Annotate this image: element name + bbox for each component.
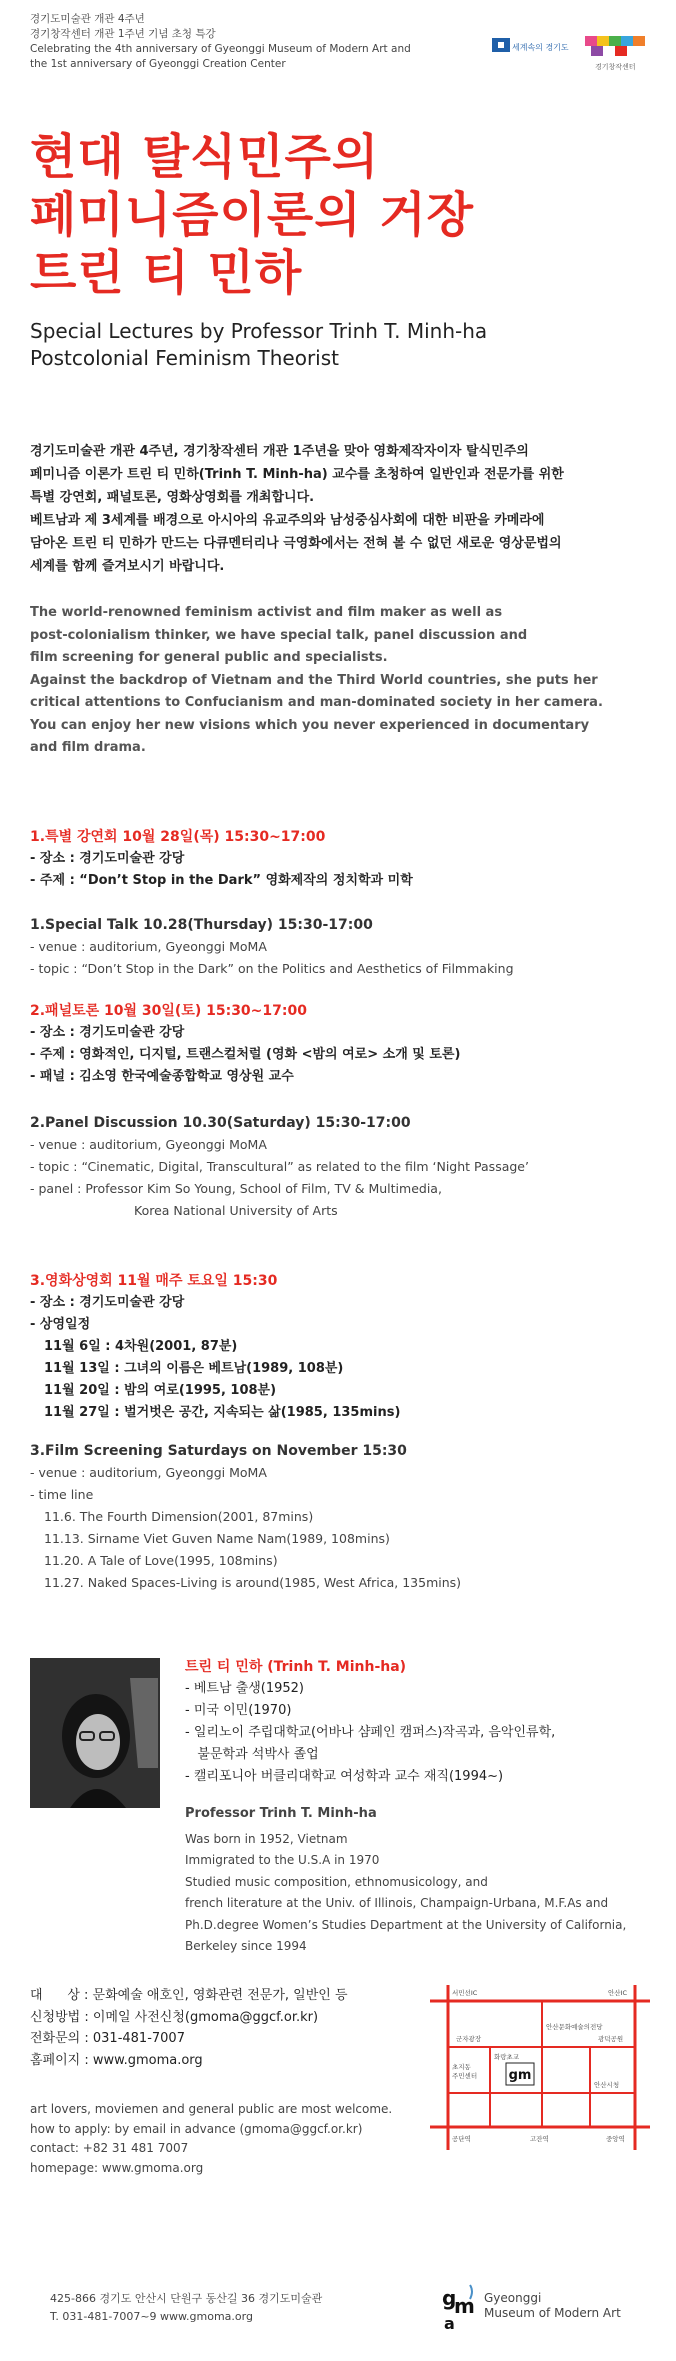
subtitle-line: Postcolonial Feminism Theorist [30, 346, 339, 370]
svg-text:a: a [444, 2314, 455, 2331]
bio-line: Studied music composition, ethnomusicology, and [185, 1874, 488, 1889]
info-line: homepage: www.gmoma.org [30, 2160, 204, 2175]
intro-line: The world-renowned feminism activist and film maker as well as [30, 605, 503, 620]
section-line: - panel : Professor Kim So Young, School of Film, TV & Multimedia, [30, 1181, 442, 1196]
schedule-item: 11.20. A Tale of Love(1995, 108mins) [44, 1553, 278, 1568]
intro-line: film screening for general public and specialists. [30, 650, 388, 665]
bio-line: - 일리노이 주립대학교(어바나 샴페인 캠퍼스)작곡과, 음악인류학, [185, 1725, 556, 1740]
screening-section-en [30, 1440, 461, 1594]
header-text [30, 12, 411, 72]
talk-section-en [30, 914, 514, 980]
bio-korean [185, 1656, 555, 1788]
svg-text:m: m [454, 2294, 475, 2318]
schedule-item: 11월 20일 : 밤의 여로(1995, 108분) [44, 1383, 277, 1398]
panel-section-ko [30, 1000, 460, 1088]
bio-line: Was born in 1952, Vietnam [185, 1831, 348, 1846]
bio-line: - 캘리포니아 버클리대학교 여성학과 교수 재직(1994~) [185, 1769, 504, 1784]
section-heading: 2.패널토론 10월 30일(토) 15:30~17:00 [30, 1003, 307, 1019]
intro-line: 담아온 트린 티 민하가 만드는 다큐멘터리나 극영화에서는 전혀 볼 수 없던 새로운 영상문법의 [30, 536, 562, 551]
map-label: 초지동 [452, 2063, 471, 2071]
section-line: - topic : “Don’t Stop in the Dark” on the Politics and Aesthetics of Filmmaking [30, 961, 514, 976]
intro-line: critical attentions to Confucianism and man-dominated society in her camera. [30, 695, 603, 710]
info-line: 홈페이지 : www.gmoma.org [30, 2052, 203, 2068]
bio-heading: Professor Trinh T. Minh-ha [185, 1806, 377, 1821]
header-line: 경기도미술관 개관 4주년 [30, 13, 145, 25]
map-label: 주민센터 [452, 2072, 478, 2080]
info-line: 대 상 : 문화예술 애호인, 영화관련 전문가, 일반인 등 [30, 1988, 348, 2003]
svg-text:gm: gm [508, 2068, 532, 2083]
map-label: 서민선IC [452, 1989, 478, 1997]
phone-line: T. 031-481-7007~9 www.gmoma.org [50, 2310, 253, 2323]
title-line: 페미니즘이론의 거장 [30, 187, 475, 243]
section-line: - venue : auditorium, Gyeonggi MoMA [30, 1465, 267, 1480]
svg-text:g: g [442, 2286, 457, 2310]
section-line: - 상영일정 [30, 1317, 91, 1332]
creation-center-logo [585, 36, 647, 71]
bio-line: Berkeley since 1994 [185, 1939, 307, 1953]
map-label: 화랑초교 [494, 2053, 520, 2061]
info-line: 신청방법 : 이메일 사전신청(gmoma@ggcf.or.kr) [30, 2009, 319, 2025]
info-korean [30, 1985, 348, 2071]
section-heading: 3.영화상영회 11월 매주 토요일 15:30 [30, 1273, 278, 1289]
subtitle-line: Special Lectures by Professor Trinh T. Minh-ha [30, 319, 488, 343]
location-map [430, 1985, 650, 2150]
bio-heading: 트린 티 민하 (Trinh T. Minh-ha) [185, 1659, 407, 1675]
section-line: - 패널 : 김소영 한국예술종합학교 영상원 교수 [30, 1069, 294, 1084]
intro-line: 특별 강연회, 패널토론, 영화상영회를 개최합니다. [30, 490, 315, 505]
intro-line: 경기도미술관 개관 4주년, 경기창작센터 개관 1주년을 맞아 영화제작자이자 탈식민주의 [30, 444, 529, 459]
section-line: - venue : auditorium, Gyeonggi MoMA [30, 939, 267, 954]
bio-line: Immigrated to the U.S.A in 1970 [185, 1853, 380, 1867]
intro-line: Against the backdrop of Vietnam and the Third World countries, she puts her [30, 672, 598, 688]
portrait-photo [30, 1658, 160, 1808]
section-heading: 1.특별 강연회 10월 28일(목) 15:30~17:00 [30, 829, 326, 845]
schedule-item: 11월 27일 : 벌거벗은 공간, 지속되는 삶(1985, 135mins) [44, 1405, 401, 1420]
section-line: Korea National University of Arts [134, 1203, 338, 1218]
intro-line: You can enjoy her new visions which you never experienced in documentary [30, 717, 590, 733]
info-line: how to apply: by email in advance (gmoma@ggcf.or.kr) [30, 2121, 363, 2136]
gyeonggi-logo-text: 세계속의 경기도 [512, 43, 569, 52]
info-line: 전화문의 : 031-481-7007 [30, 2031, 185, 2046]
map-label: 군자광장 [456, 2035, 482, 2043]
talk-section-ko [30, 826, 413, 892]
main-title [30, 128, 474, 302]
intro-korean [30, 440, 650, 578]
bio-english [185, 1803, 626, 1958]
panel-section-en [30, 1112, 529, 1222]
section-line: - 장소 : 경기도미술관 강당 [30, 1025, 185, 1040]
section-line: - venue : auditorium, Gyeonggi MoMA [30, 1137, 267, 1152]
info-line: contact: +82 31 481 7007 [30, 2141, 189, 2155]
section-heading: 1.Special Talk 10.28(Thursday) 15:30-17:00 [30, 917, 373, 933]
bio-line: - 미국 이민(1970) [185, 1703, 292, 1718]
info-line: art lovers, moviemen and general public are most welcome. [30, 2102, 393, 2116]
map-label: 공단역 [452, 2135, 471, 2143]
schedule-item: 11.27. Naked Spaces-Living is around(1985, West Africa, 135mins) [44, 1575, 462, 1590]
section-heading: 3.Film Screening Saturdays on November 15:30 [30, 1443, 407, 1459]
map-label: 고잔역 [530, 2135, 549, 2143]
bio-line: 불문학과 석박사 졸업 [185, 1747, 319, 1762]
map-label: 안산IC [608, 1989, 628, 1997]
map-label: 광덕공원 [598, 2035, 624, 2043]
map-label: 안산문화예술의전당 [546, 2023, 603, 2031]
gyeonggi-province-logo [492, 38, 569, 70]
footer-address [50, 2290, 322, 2326]
museum-name-line: Gyeonggi [484, 2291, 542, 2305]
header-line: Celebrating the 4th anniversary of Gyeonggi Museum of Modern Art and [30, 43, 411, 55]
bio-line: - 베트남 출생(1952) [185, 1681, 304, 1696]
intro-line: 페미니즘 이론가 트린 티 민하(Trinh T. Minh-ha) 교수를 초청하여 일반인과 전문가를 위한 [30, 467, 564, 482]
schedule-item: 11.13. Sirname Viet Guven Name Nam(1989, 108mins) [44, 1531, 390, 1546]
section-heading: 2.Panel Discussion 10.30(Saturday) 15:30-17:00 [30, 1115, 411, 1131]
schedule-item: 11.6. The Fourth Dimension(2001, 87mins) [44, 1509, 314, 1524]
intro-line: and film drama. [30, 740, 146, 755]
bio-line: Ph.D.degree Women’s Studies Department at the University of California, [185, 1917, 627, 1932]
map-label: 중앙역 [606, 2135, 625, 2143]
museum-name-line: Museum of Modern Art [484, 2306, 621, 2320]
title-line: 현대 탈식민주의 [30, 129, 380, 185]
subtitle [30, 318, 487, 372]
section-line: - 주제 : “Don’t Stop in the Dark” 영화제작의 정치학과 미학 [30, 873, 413, 888]
intro-line: 베트남과 제 3세계를 배경으로 아시아의 유교주의와 남성중심사회에 대한 비판을 카메라에 [30, 513, 545, 528]
schedule-item: 11월 13일 : 그녀의 이름은 베트남(1989, 108분) [44, 1361, 344, 1376]
title-line: 트린 티 민하 [30, 245, 303, 301]
section-line: - 장소 : 경기도미술관 강당 [30, 851, 185, 866]
section-line: - topic : “Cinematic, Digital, Transcultural” as related to the film ‘Night Passage’ [30, 1159, 529, 1174]
section-line: - 장소 : 경기도미술관 강당 [30, 1295, 185, 1310]
intro-line: post-colonialism thinker, we have special talk, panel discussion and [30, 627, 528, 643]
info-english [30, 2100, 392, 2178]
header-line: the 1st anniversary of Gyeonggi Creation Center [30, 58, 286, 70]
bio-line: french literature at the Univ. of Illinois, Champaign-Urbana, M.F.As and [185, 1896, 609, 1910]
section-line: - time line [30, 1487, 94, 1502]
creation-logo-text: 경기창작센터 [595, 63, 636, 71]
header-line: 경기창작센터 개관 1주년 기념 초청 특강 [30, 28, 216, 40]
map-label: 안산시청 [594, 2081, 620, 2089]
section-line: - 주제 : 영화적인, 디지털, 트랜스컬처럴 (영화 <밤의 여로> 소개 및 토론) [30, 1047, 461, 1062]
intro-english [30, 602, 650, 760]
intro-line: 세계를 함께 즐겨보시기 바랍니다. [30, 559, 225, 574]
screening-section-ko [30, 1270, 400, 1424]
address-line: 425-866 경기도 안산시 단원구 동산길 36 경기도미술관 [50, 2292, 323, 2305]
schedule-item: 11월 6일 : 4차원(2001, 87분) [44, 1339, 238, 1354]
